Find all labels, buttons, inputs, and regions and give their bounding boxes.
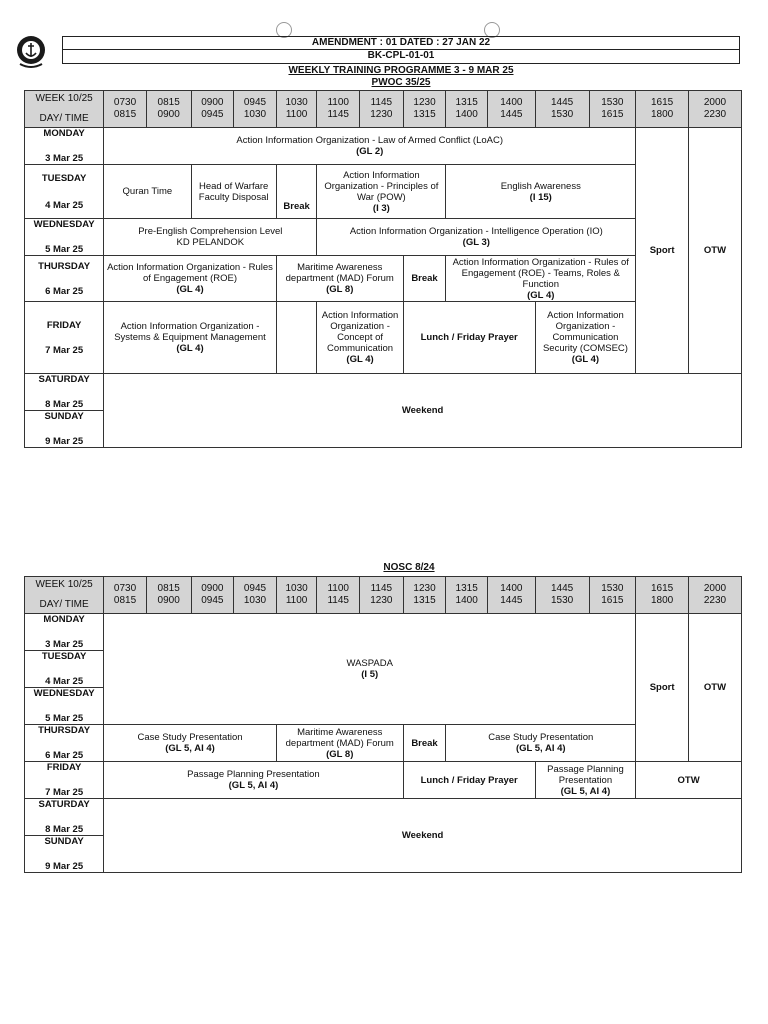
session-waspada: WASPADA (I 5) — [104, 614, 636, 725]
otw-cell: OTW — [689, 128, 742, 374]
time-slot: 0900 0945 — [191, 577, 234, 614]
navy-crest-logo — [14, 32, 48, 72]
day-cell: SUNDAY 9 Mar 25 — [25, 836, 104, 873]
time-slot: 2000 2230 — [689, 577, 742, 614]
table-row — [25, 219, 742, 256]
sport-cell: Sport — [636, 128, 689, 374]
doc-ref-box — [62, 50, 740, 64]
time-slot: 0815 0900 — [146, 91, 191, 128]
session-systems: Action Information Organization - Systems & Equipment Management (GL 4) — [104, 302, 277, 374]
session-loac: Action Information Organization - Law of Armed Conflict (LoAC) (GL 2) — [104, 128, 636, 165]
day-cell: WEDNESDAY 5 Mar 25 — [25, 688, 104, 725]
friday-prayer-cell: Lunch / Friday Prayer — [403, 762, 535, 799]
session-case-study-2: Case Study Presentation (GL 5, AI 4) — [446, 725, 636, 762]
weekend-cell: Weekend — [104, 799, 742, 873]
session-roe-teams: Action Information Organization - Rules of Engagement (ROE) - Teams, Roles & Function (GL 4) — [446, 256, 636, 302]
day-cell: THURSDAY 6 Mar 25 — [25, 256, 104, 302]
session-mad-forum: Maritime Awareness department (MAD) Forum (GL 8) — [276, 725, 403, 762]
day-cell: FRIDAY 7 Mar 25 — [25, 762, 104, 799]
session-mad-forum: Maritime Awareness department (MAD) Forum (GL 8) — [276, 256, 403, 302]
session-comsec: Action Information Organization - Communication Security (COMSEC) (GL 4) — [535, 302, 636, 374]
session-pow: Action Information Organization - Principles of War (POW) (I 3) — [317, 165, 446, 219]
session-io: Action Information Organization - Intelligence Operation (IO) (GL 3) — [317, 219, 636, 256]
empty-cell — [276, 302, 317, 374]
time-slot: 1100 1145 — [317, 577, 360, 614]
session-hod-disposal: Head of Warfare Faculty Disposal — [191, 165, 276, 219]
friday-prayer-cell: Lunch / Friday Prayer — [403, 302, 535, 374]
time-slot: 1230 1315 — [403, 91, 446, 128]
session-pre-english: Pre-English Comprehension Level KD PELANDOK — [104, 219, 317, 256]
session-passage-planning-1: Passage Planning Presentation (GL 5, AI 4) — [104, 762, 404, 799]
table-row — [25, 725, 742, 762]
day-cell: THURSDAY 6 Mar 25 — [25, 725, 104, 762]
day-cell: TUESDAY 4 Mar 25 — [25, 651, 104, 688]
time-slot: 1100 1145 — [317, 91, 360, 128]
time-slot: 2000 2230 — [689, 91, 742, 128]
time-slot: 1445 1530 — [535, 577, 589, 614]
header-row — [25, 577, 742, 614]
break-cell: Break — [403, 256, 446, 302]
pwoc-timetable — [24, 90, 742, 448]
nosc-timetable — [24, 576, 742, 873]
header-row — [25, 91, 742, 128]
time-slot: 0945 1030 — [234, 91, 277, 128]
time-slot: 1030 1100 — [276, 91, 317, 128]
time-slot: 1230 1315 — [403, 577, 446, 614]
time-slot: 0945 1030 — [234, 577, 277, 614]
day-cell: WEDNESDAY 5 Mar 25 — [25, 219, 104, 256]
session-english: English Awareness (I 15) — [446, 165, 636, 219]
time-slot: 1530 1615 — [589, 577, 636, 614]
sport-cell: Sport — [636, 614, 689, 762]
table-row — [25, 128, 742, 165]
doc-ref-text: BK-CPL-01-01 — [367, 50, 435, 61]
day-cell: SATURDAY 8 Mar 25 — [25, 799, 104, 836]
time-slot: 1145 1230 — [360, 91, 404, 128]
table-row — [25, 165, 742, 219]
time-slot: 1530 1615 — [589, 91, 636, 128]
programme-title: WEEKLY TRAINING PROGRAMME 3 - 9 MAR 25 — [288, 65, 514, 76]
break-cell: Break — [403, 725, 446, 762]
weekend-cell: Weekend — [104, 374, 742, 448]
amendment-box — [62, 36, 740, 50]
time-slot: 1030 1100 — [276, 577, 317, 614]
week-day-header: WEEK 10/25 DAY/ TIME — [25, 91, 104, 128]
day-cell: TUESDAY 4 Mar 25 — [25, 165, 104, 219]
time-slot: 0900 0945 — [191, 91, 234, 128]
time-slot: 0815 0900 — [146, 577, 191, 614]
week-day-header: WEEK 10/25 DAY/ TIME — [25, 577, 104, 614]
session-roe: Action Information Organization - Rules of Engagement (ROE) (GL 4) — [104, 256, 277, 302]
amendment-text: AMENDMENT : 01 DATED : 27 JAN 22 — [311, 37, 491, 48]
time-slot: 1315 1400 — [446, 577, 488, 614]
time-slot: 0730 0815 — [104, 91, 147, 128]
course-title-pwoc: PWOC 35/25 — [371, 77, 431, 88]
session-quran: Quran Time — [104, 165, 191, 219]
day-cell: FRIDAY 7 Mar 25 — [25, 302, 104, 374]
time-slot: 1400 1445 — [487, 577, 535, 614]
day-cell: MONDAY 3 Mar 25 — [25, 614, 104, 651]
table-row — [25, 762, 742, 799]
course-title-nosc: NOSC 8/24 — [383, 562, 435, 573]
session-communication: Action Information Organization - Concept of Communication (GL 4) — [317, 302, 403, 374]
otw-friday-cell: OTW — [636, 762, 742, 799]
time-slot: 1400 1445 — [487, 91, 535, 128]
session-passage-planning-2: Passage Planning Presentation (GL 5, AI 4) — [535, 762, 636, 799]
table-row — [25, 302, 742, 374]
table-row — [25, 614, 742, 651]
time-slot: 1615 1800 — [636, 577, 689, 614]
day-cell: SATURDAY 8 Mar 25 — [25, 374, 104, 411]
day-cell: MONDAY 3 Mar 25 — [25, 128, 104, 165]
session-case-study-1: Case Study Presentation (GL 5, AI 4) — [104, 725, 277, 762]
table-row — [25, 799, 742, 836]
time-slot: 1445 1530 — [535, 91, 589, 128]
time-slot: 0730 0815 — [104, 577, 147, 614]
time-slot: 1315 1400 — [446, 91, 488, 128]
time-slot: 1145 1230 — [360, 577, 404, 614]
otw-cell: OTW — [689, 614, 742, 762]
time-slot: 1615 1800 — [636, 91, 689, 128]
table-row — [25, 374, 742, 411]
table-row — [25, 256, 742, 302]
day-cell: SUNDAY 9 Mar 25 — [25, 411, 104, 448]
break-cell: Break — [276, 165, 317, 219]
